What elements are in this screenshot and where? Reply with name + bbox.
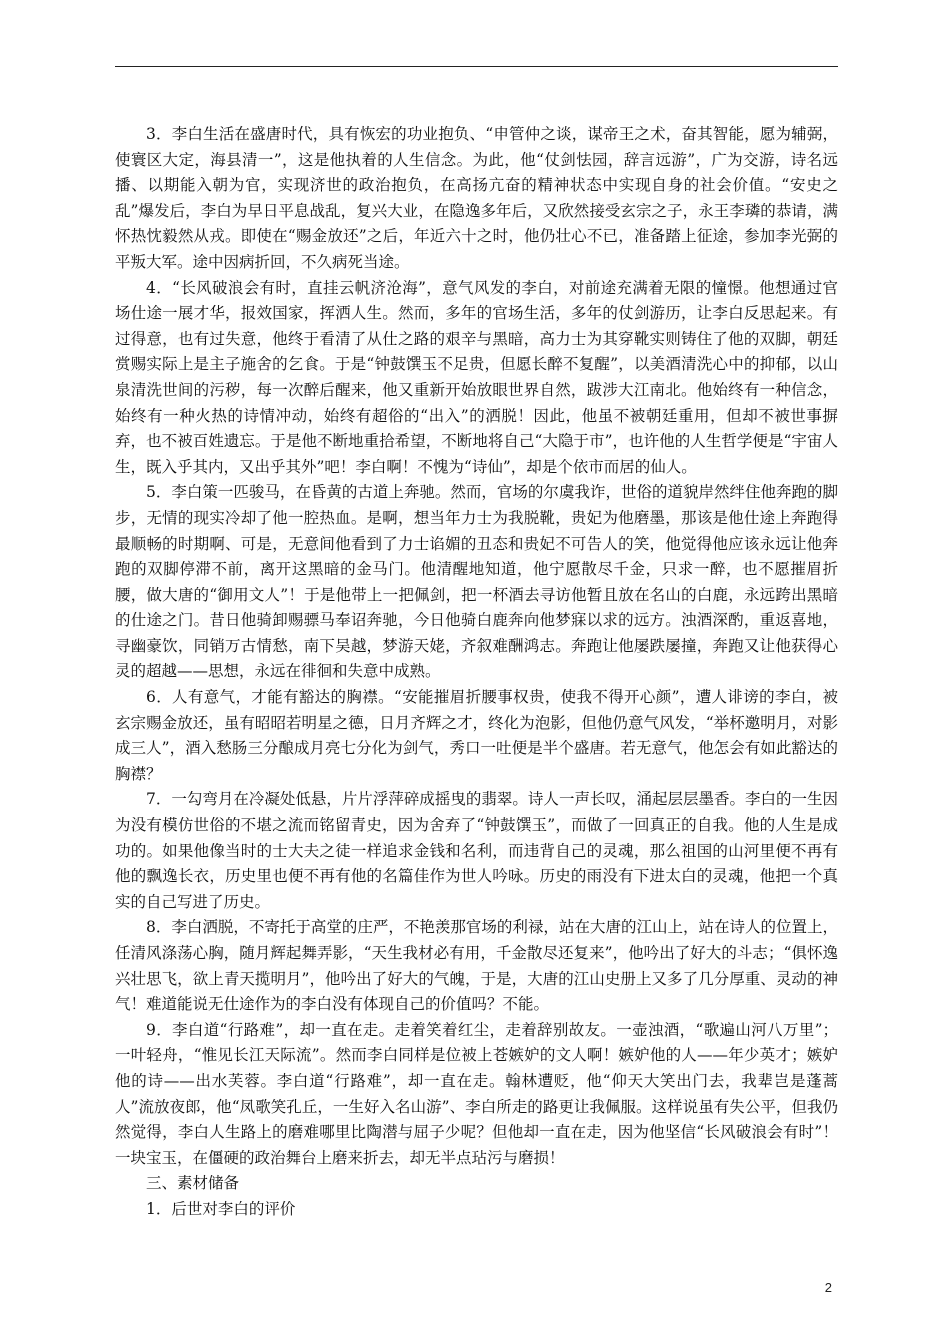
paragraph-8: 8．李白洒脱，不寄托于高堂的庄严，不艳羡那官场的利禄，站在大唐的江山上，站在诗人的位置上，任清风涤荡心胸，随月辉起舞弄影，“天生我材必有用，千金散尽还复来”，他吟出了好大的斗志；“俱怀逸兴壮思飞，欲上青天揽明月”，他吟出了好大的气魄，于是，大唐的江山史册上又多了几分厚重、灵动的神气！难道能说无仕途作为的李白没有体现自己的价值吗？不能。 <box>115 918 838 1014</box>
paragraph-4: 4．“长风破浪会有时，直挂云帆济沧海”，意气风发的李白，对前途充满着无限的憧憬。他想通过官场仕途一展才华，报效国家，挥洒人生。然而，多年的官场生活，多年的仗剑游历，让李白反思起来。有过得意，也有过失意，他终于看清了从仕之路的艰辛与黑暗，高力士为其穿靴实则铸住了他的双脚，朝廷赏赐实际上是主子施舍的乞食。于是“钟鼓馔玉不足贵，但愿长醉不复醒”，以美酒清洗心中的抑郁，以山泉清洗世间的污秽，每一次醉后醒来，他又重新开始放眼世界自然，跋涉大江南北。他始终有一种信念，始终有一种火热的诗情冲动，始终有超俗的“出入”的洒脱！因此，他虽不被朝廷重用，但却不被世事摒弃，也不被百姓遗忘。于是他不断地重拾希望，不断地将自己“大隐于市”，也许他的人生哲学便是“宇宙人生，既入乎其内，又出乎其外”吧！李白啊！不愧为“诗仙”，却是个依市而居的仙人。 <box>115 278 838 476</box>
paragraph-7: 7．一勾弯月在冷凝处低悬，片片浮萍碎成摇曳的翡翠。诗人一声长叹，涌起层层墨香。李白的一生因为没有模仿世俗的不堪之流而铭留青史，因为舍弃了“钟鼓馔玉”，而做了一回真正的自我。他的人生是成功的。如果他像当时的士大夫之徒一样追求金钱和名利，而违背自己的灵魂，那么祖国的山河里便不再有他的飘逸长衣，历史里也便不再有他的名篇佳作为世人吟咏。历史的雨没有下进太白的灵魂，他把一个真实的自己写进了历史。 <box>115 790 838 911</box>
document-body <box>115 122 838 1223</box>
paragraph-3: 3．李白生活在盛唐时代，具有恢宏的功业抱负、“申管仲之谈，谋帝王之术，奋其智能，愿为辅弼，使寰区大定，海县清一”，这是他执着的人生信念。为此，他“仗剑怯园，辞言远游”，广为交游，诗名远播、以期能入朝为官，实现济世的政治抱负，在高扬亢奋的精神状态中实现自身的社会价值。“安史之乱”爆发后，李白为早日平息战乱，复兴大业，在隐逸多年后，又欣然接受玄宗之子，永王李璘的恭请，满怀热忱毅然从戎。即使在“赐金放还”之后，年近六十之时，他仍壮心不已，准备踏上征途，参加李光弼的平叛大军。途中因病折回，不久病死当途。 <box>115 125 838 271</box>
section-heading: 三、素材储备 <box>146 1174 240 1193</box>
page-number: 2 <box>824 1280 832 1295</box>
header-rule <box>115 66 838 67</box>
paragraph-9: 9．李白道“行路难”，却一直在走。走着笑着红尘，走着辞别故友。一壶浊酒，“歌遍山河八万里”；一叶轻舟，“惟见长江天际流”。然而李白同样是位被上苍嫉妒的文人啊！嫉妒他的人——年少英才；嫉妒他的诗——出水芙蓉。李白道“行路难”，却一直在走。翰林遭贬，他“仰天大笑出门去，我辈岂是蓬蒿人”流放夜郎，他“凤歌笑孔丘，一生好入名山游”、李白所走的路更让我佩服。这样说虽有失公平，但我仍然觉得，李白人生路上的磨难哪里比陶潜与屈子少呢？但他却一直在走，因为他坚信“长风破浪会有时”！一块宝玉，在僵硬的政治舞台上磨来折去，却无半点玷污与磨损！ <box>115 1020 838 1167</box>
paragraph-5: 5．李白策一匹骏马，在昏黄的古道上奔驰。然而，官场的尔虞我诈，世俗的道貌岸然绊住他奔跑的脚步，无情的现实冷却了他一腔热血。是啊，想当年力士为我脱靴，贵妃为他磨墨，那该是他仕途上奔跑得最顺畅的时期啊、可是，无意间他看到了力士谄媚的丑态和贵妃不可告人的笑，他觉得他应该永远让他奔跑的双脚停滞不前，离开这黑暗的金马门。他清醒地知道，他宁愿散尽千金，只求一醉，也不愿摧眉折腰，做大唐的“御用文人”！于是他带上一把佩剑，把一杯酒去寻访他暂且放在名山的白鹿，永远跨出黑暗的仕途之门。昔日他骑卸赐骠马奉诏奔驰，今日他骑白鹿奔向他梦寐以求的远方。浊酒深酌，重返喜地，寻幽豪饮，同销万古情愁，南下吴越，梦游天姥，齐叙难酬鸿志。奔跑让他屡跌屡撞，奔跑又让他获得心灵的超越——思想，永远在徘徊和失意中成熟。 <box>115 483 838 681</box>
subheading: 1．后世对李白的评价 <box>146 1199 296 1218</box>
paragraph-6: 6．人有意气，才能有豁达的胸襟。“安能摧眉折腰事权贵，使我不得开心颜”，遭人诽谤的李白，被玄宗赐金放还，虽有昭昭若明星之德，日月齐辉之才，终化为泡影，但他仍意气风发，“举杯邀明月，对影成三人”，酒入愁肠三分酿成月亮七分化为剑气，秀口一吐便是半个盛唐。若无意气，他怎会有如此豁达的胸襟？ <box>115 688 838 783</box>
